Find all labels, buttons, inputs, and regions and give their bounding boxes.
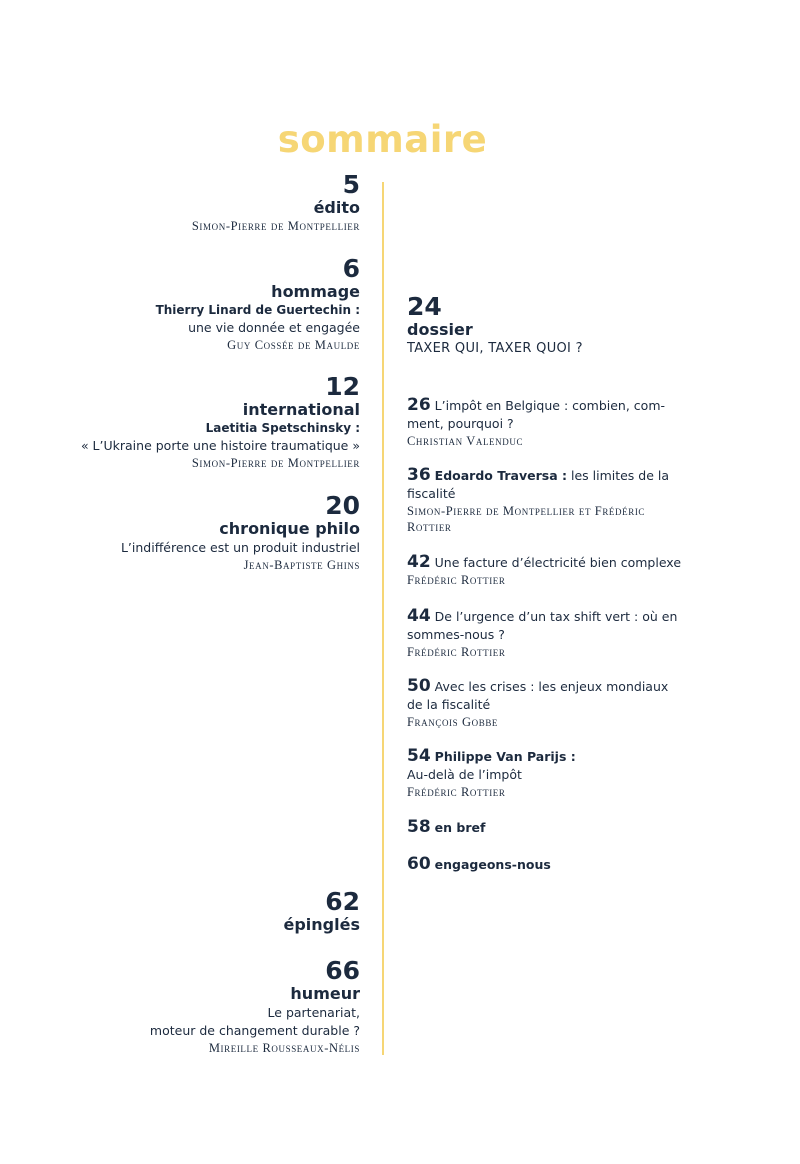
toc-entry-42[interactable] [407,553,707,588]
section-title: édito [313,198,360,217]
toc-entry-60[interactable] [407,855,707,874]
section-title: chronique philo [219,519,360,538]
section-title: international [242,400,360,419]
article-subject: Edoardo Traversa : [434,468,567,483]
article-title-cont: fiscalité [407,486,456,501]
vertical-divider [382,182,384,1055]
article-subject: Thierry Linard de Guertechin : [155,303,360,317]
article-title-cont: de la fiscalité [407,697,491,712]
article-title: une vie donnée et engagée [188,320,360,335]
page-number: 20 [325,491,360,520]
author: Guy Cossée de Maulde [227,338,360,352]
toc-entry-54[interactable] [407,747,707,800]
article-title: les limites de la [567,468,670,483]
section-title: épinglés [283,915,360,934]
page-number: 44 [407,606,431,626]
article-title: L’indifférence est un produit industriel [120,540,360,555]
article-title: De l’urgence d’un tax shift vert : où en [434,609,678,624]
article-title-line2: moteur de changement durable ? [149,1023,360,1038]
toc-entry-26[interactable] [407,396,707,449]
toc-entry-44[interactable] [407,607,707,660]
article-title: Une facture d’électricité bien complexe [434,555,682,570]
toc-entry-hommage[interactable] [20,256,360,353]
section-title: dossier [407,320,473,339]
article-title: Avec les crises : les enjeux mondiaux [434,679,669,694]
page-number: 12 [325,372,360,401]
page-number: 42 [407,552,431,572]
article-title-cont: sommes-nous ? [407,627,505,642]
page-number: 36 [407,465,431,485]
section-title: engageons-nous [434,857,551,872]
page-number: 60 [407,854,431,874]
author: Simon-Pierre de Montpellier et Frédéric [407,504,646,518]
page-number: 54 [407,746,431,766]
page-number: 50 [407,676,431,696]
page-number: 58 [407,817,431,837]
author: François Gobbe [407,715,499,729]
section-title: en bref [434,820,486,835]
toc-entry-humeur[interactable] [20,958,360,1056]
author: Frédéric Rottier [407,645,506,659]
page-number: 5 [342,170,360,199]
author: Simon-Pierre de Montpellier [191,456,360,470]
article-title: « L’Ukraine porte une histoire traumatique » [80,438,360,453]
author: Frédéric Rottier [407,785,506,799]
section-title: hommage [271,282,360,301]
toc-entry-58[interactable] [407,818,707,837]
article-subject: Laetitia Spetschinsky : [205,421,360,435]
page-title: sommaire [277,118,488,161]
page-number: 24 [407,292,442,321]
toc-entry-international[interactable] [20,374,360,471]
author: Frédéric Rottier [407,573,506,587]
page-number: 66 [325,956,360,985]
author: Jean-Baptiste Ghins [243,558,360,572]
toc-entry-chronique-philo[interactable] [20,493,360,573]
article-subject: Philippe Van Parijs : [434,749,576,764]
article-title-cont: ment, pourquoi ? [407,416,514,431]
author-cont: Rottier [407,520,452,534]
toc-entry-50[interactable] [407,677,707,730]
author: Mireille Rousseaux-Nélis [208,1041,360,1055]
article-title: L’impôt en Belgique : combien, com- [434,398,666,413]
page-number: 62 [325,887,360,916]
page-number: 26 [407,395,431,415]
article-title: Au-delà de l’impôt [407,767,522,782]
author: Christian Valenduc [407,434,524,448]
article-title-line1: Le partenariat, [267,1005,360,1020]
toc-entry-dossier[interactable] [407,294,707,358]
toc-entry-36[interactable] [407,466,707,535]
page-number: 6 [342,254,360,283]
toc-entry-epingles[interactable] [20,889,360,935]
dossier-subtitle: TAXER QUI, TAXER QUOI ? [407,341,583,356]
toc-entry-edito[interactable] [20,172,360,234]
section-title: humeur [290,984,360,1003]
author: Simon-Pierre de Montpellier [191,219,360,233]
